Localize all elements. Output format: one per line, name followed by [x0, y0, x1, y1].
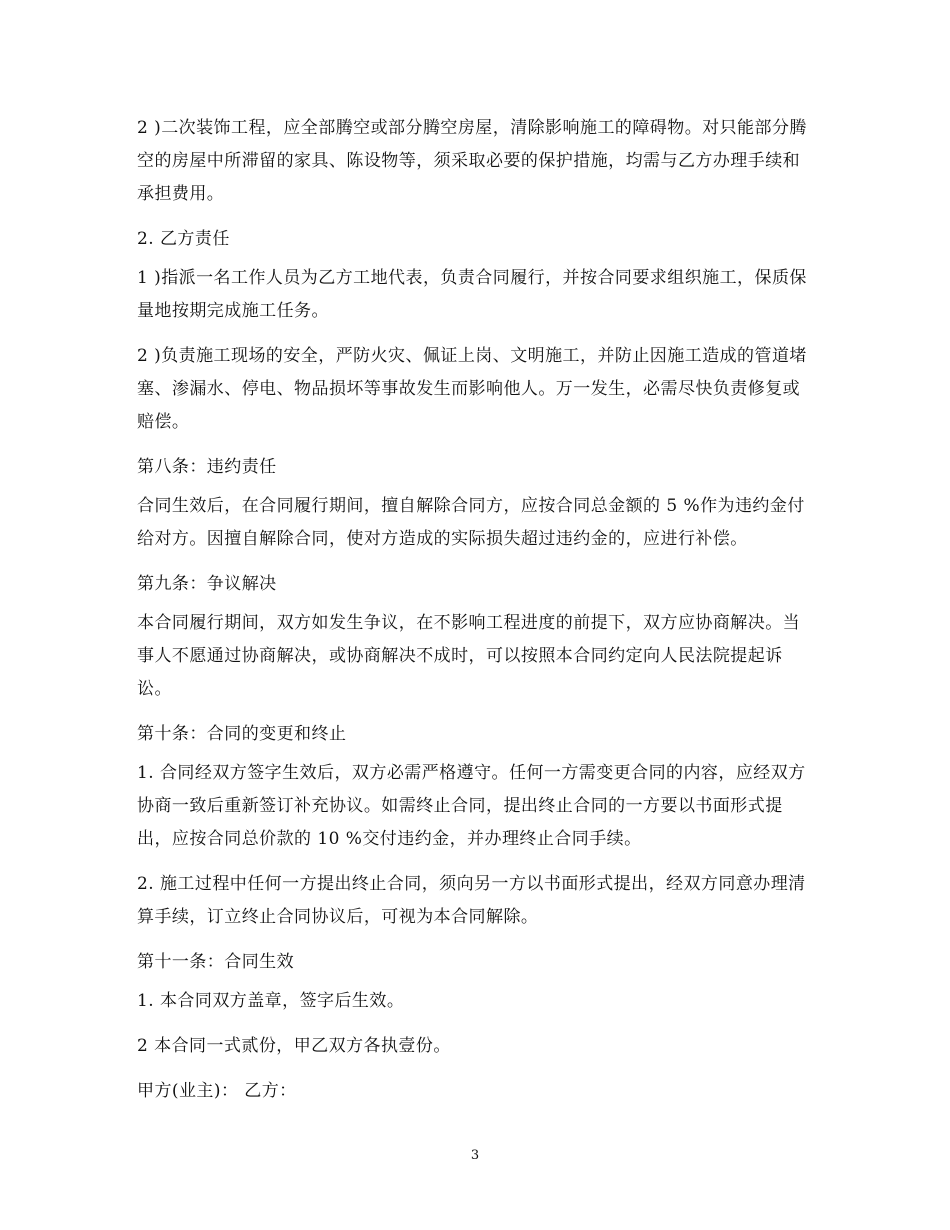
paragraph-breach-liability: 合同生效后，在合同履行期间，擅自解除合同方，应按合同总金额的 5 %作为违约金付给对方。因擅自解除合同，使对方造成的实际损失超过违约金的，应进行补偿。 [137, 496, 805, 549]
heading-article-9: 第九条：争议解决 [137, 574, 277, 594]
heading-article-10: 第十条：合同的变更和终止 [137, 724, 347, 744]
paragraph-site-safety: 2 )负责施工现场的安全，严防火灾、佩证上岗、文明施工，并防止因施工造成的管道堵塞、渗漏水、停电、物品损坏等事故发生而影响他人。万一发生，必需尽快负责修复或赔偿。 [137, 346, 807, 432]
paragraph-site-representative: 1 )指派一名工作人员为乙方工地代表，负责合同履行，并按合同要求组织施工，保质保量地按期完成施工任务。 [137, 268, 807, 321]
paragraph-contract-change: 1. 合同经双方签字生效后，双方必需严格遵守。任何一方需变更合同的内容，应经双方协商一致后重新签订补充协议。如需终止合同，提出终止合同的一方要以书面形式提出，应按合同总价款的 10 %交付违约金，并办理终止合同手续。 [137, 763, 806, 849]
paragraph-dispute-resolution: 本合同履行期间，双方如发生争议，在不影响工程进度的前提下，双方应协商解决。当事人不愿通过协商解决，或协商解决不成时，可以按照本合同约定向人民法院提起诉讼。 [137, 613, 801, 699]
heading-article-11: 第十一条：合同生效 [137, 952, 295, 972]
heading-party-b-duties: 2. 乙方责任 [137, 229, 230, 249]
document-body [137, 112, 817, 1120]
paragraph-contract-termination: 2. 施工过程中任何一方提出终止合同，须向另一方以书面形式提出，经双方同意办理清算手续，订立终止合同协议后，可视为本合同解除。 [137, 874, 806, 927]
paragraph-copies: 2 本合同一式贰份，甲乙双方各执壹份。 [137, 1036, 451, 1056]
signature-line: 甲方(业主)： 乙方： [137, 1081, 297, 1101]
page-number: 3 [470, 1148, 480, 1163]
paragraph-site-clearing: 2 )二次装饰工程，应全部腾空或部分腾空房屋，清除影响施工的障碍物。对只能部分腾空的房屋中所滞留的家具、陈设物等，须采取必要的保护措施，均需与乙方办理手续和承担费用。 [137, 118, 807, 204]
paragraph-effective-upon-signing: 1. 本合同双方盖章，签字后生效。 [137, 991, 405, 1011]
heading-article-8: 第八条：违约责任 [137, 457, 277, 477]
